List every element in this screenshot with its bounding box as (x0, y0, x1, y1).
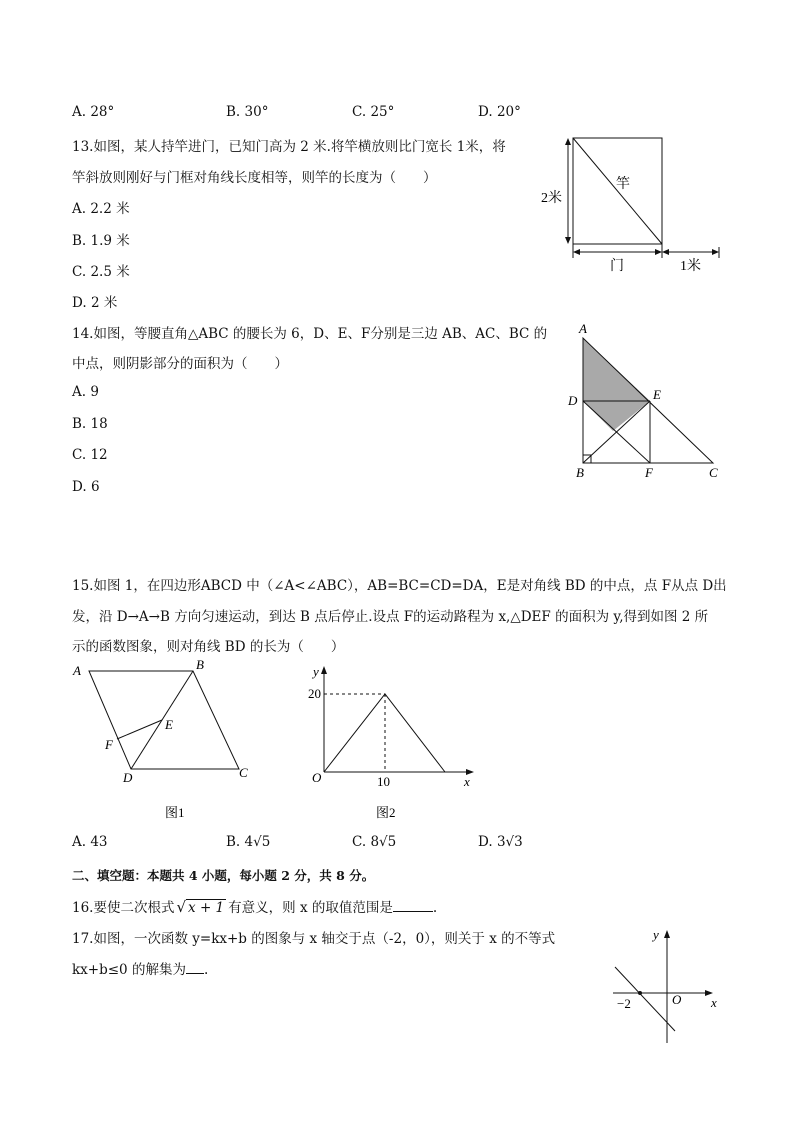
point-a-label: A (579, 321, 587, 336)
q15-figure-1 (65, 655, 265, 825)
q13-stem-line1: 13.如图，某人持竿进门，已知门高为 2 米.将竿横放则比门宽长 1米，将 (72, 139, 506, 155)
q16-radical: √ x + 1 (176, 898, 225, 916)
fig1-caption: 图1 (165, 805, 185, 820)
q15-option-a: A. 43 (72, 834, 108, 850)
point-f-label: F (645, 465, 653, 480)
q14-triangle-figure (565, 320, 735, 485)
fig1-point-d: D (123, 770, 133, 785)
fig2-caption: 图2 (376, 805, 396, 820)
q14-stem-line1: 14.如图，等腰直角△ABC 的腰长为 6，D、E、F分别是三边 AB、AC、BC 的 (72, 326, 548, 342)
fig1-point-a: A (73, 663, 81, 678)
q16-text-before: 16.要使二次根式 (72, 900, 175, 916)
question-16: 16.要使二次根式 √ x + 1 有意义，则 x 的取值范围是 . (72, 898, 438, 916)
fig2-y-tick: 20 (308, 686, 321, 701)
q12-option-a: A. 28° (72, 104, 115, 120)
point-d-label: D (568, 393, 578, 408)
fig1-point-f: F (105, 737, 113, 752)
fig2-y-axis-label: y (313, 664, 319, 679)
fig2-origin-label: O (312, 770, 322, 785)
q16-answer-blank (393, 911, 433, 912)
q17-stem-line1: 17.如图，一次函数 y=kx+b 的图象与 x 轴交于点（-2，0），则关于 x 的不等式 (72, 931, 556, 947)
q15-option-b: B. 4√5 (226, 834, 271, 850)
q15-option-c: C. 8√5 (352, 834, 397, 850)
q14-stem-line2: 中点，则阴影部分的面积为（ ） (72, 356, 288, 372)
q13-stem-line2: 竿斜放则刚好与门框对角线长度相等，则竿的长度为（ ） (72, 170, 437, 186)
height-label: 2米 (541, 191, 562, 206)
fig2-x-axis-label: x (464, 774, 470, 789)
q13-door-figure (530, 130, 730, 280)
q16-text-after: 有意义，则 x 的取值范围是 (228, 900, 393, 916)
q17-linear-function-figure (605, 925, 730, 1050)
q15-figure-2 (300, 660, 485, 825)
point-e-label: E (653, 387, 661, 402)
fig2-x-tick: 10 (377, 774, 390, 789)
q17-answer-blank (186, 973, 204, 974)
q17-tick-label: −2 (617, 996, 631, 1011)
q17-origin-label: O (672, 992, 682, 1007)
q14-option-a: A. 9 (72, 384, 99, 400)
fig1-point-b: B (196, 657, 204, 672)
point-b-label: B (576, 465, 584, 480)
point-c-label: C (709, 465, 718, 480)
fig1-point-c: C (239, 765, 248, 780)
q14-option-b: B. 18 (72, 416, 108, 432)
q15-stem-line1: 15.如图 1，在四边形ABCD 中（∠A<∠ABC），AB=BC=CD=DA，E是对角线 BD 的中点，点 F从点 D出 (72, 578, 727, 594)
door-label: 门 (610, 259, 624, 274)
q12-option-b: B. 30° (226, 104, 269, 120)
q13-option-a: A. 2.2 米 (72, 201, 130, 217)
q17-x-axis-label: x (711, 995, 717, 1010)
q15-stem-line2: 发，沿 D→A→B 方向匀速运动，到达 B 点后停止.设点 F的运动路程为 x,△DEF 的面积为 y,得到如图 2 所 (72, 609, 709, 625)
q17-y-axis-label: y (653, 927, 659, 942)
q13-option-d: D. 2 米 (72, 295, 118, 311)
q14-option-d: D. 6 (72, 479, 100, 495)
q14-option-c: C. 12 (72, 447, 108, 463)
q12-option-d: D. 20° (478, 104, 521, 120)
q13-option-c: C. 2.5 米 (72, 264, 130, 280)
q15-option-d: D. 3√3 (478, 834, 523, 850)
pole-label: 竿 (616, 177, 630, 192)
extra-length-label: 1米 (680, 259, 701, 274)
q13-option-b: B. 1.9 米 (72, 233, 130, 249)
section-heading-fill-in: 二、填空题：本题共 4 小题，每小题 2 分，共 8 分。 (72, 868, 375, 883)
fig1-point-e: E (165, 717, 173, 732)
q15-stem-line3: 示的函数图象，则对角线 BD 的长为（ ） (72, 639, 345, 655)
q17-stem-line2: kx+b≤0 的解集为 . (72, 962, 209, 978)
q12-option-c: C. 25° (352, 104, 395, 120)
